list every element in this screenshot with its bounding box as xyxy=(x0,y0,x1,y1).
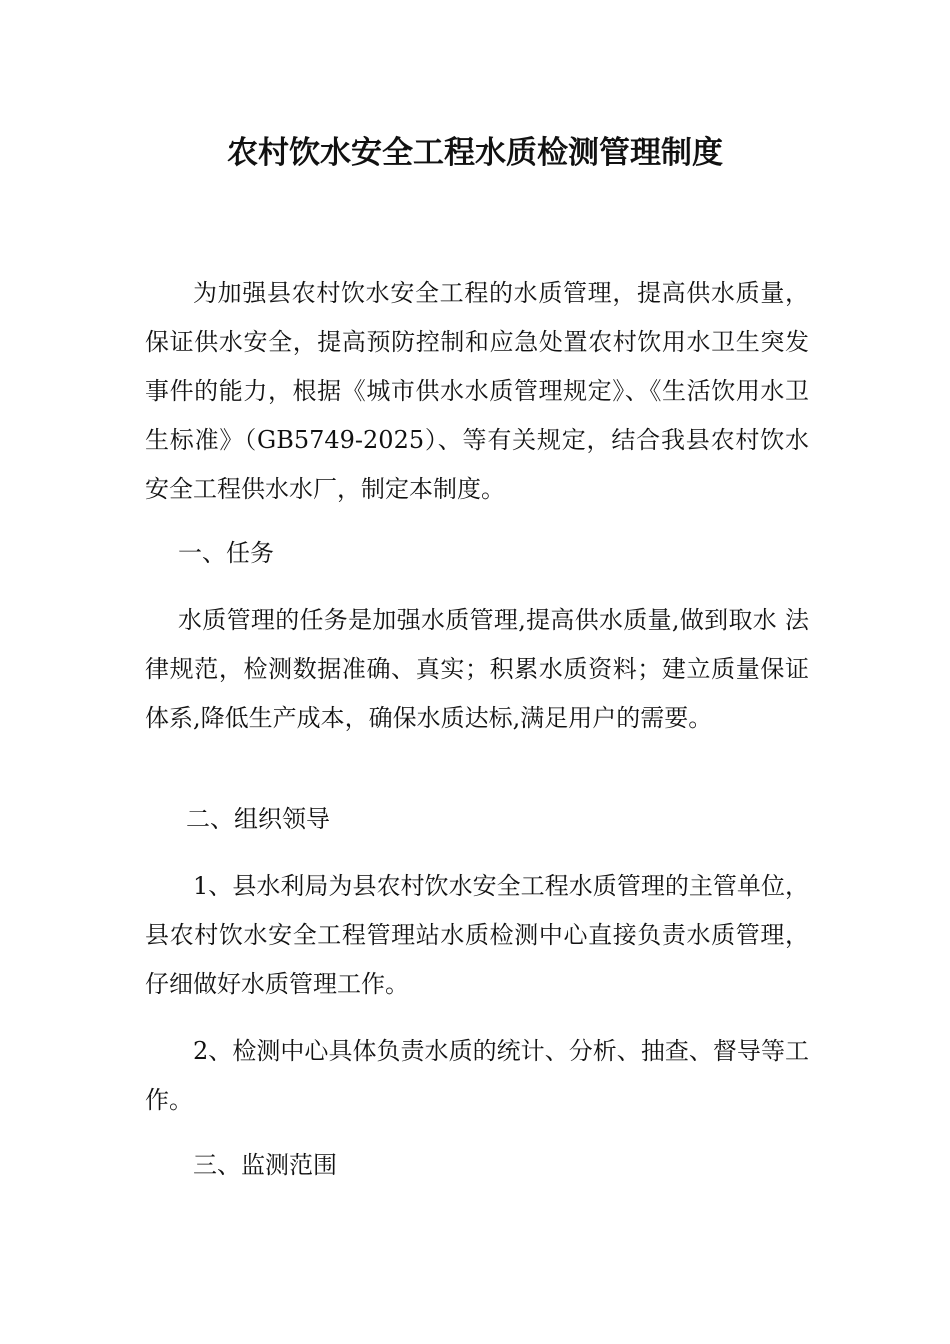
section-1-body: 水质管理的任务是加强水质管理,提高供水质量,做到取水 法律规范，检测数据准确、真实；积累水质资料；建立质量保证体系,降低生产成本，确保水质达标,满足用户的需要。 xyxy=(145,606,809,732)
section-2-heading: 二、组织领导 xyxy=(186,805,330,833)
section-2-item-1: 1、县水利局为县农村饮水安全工程水质管理的主管单位，县农村饮水安全工程管理站水质检测中心直接负责水质管理，仔细做好水质管理工作。 xyxy=(145,872,809,998)
section-2-item-2: 2、检测中心具体负责水质的统计、分析、抽查、督导等工作。 xyxy=(145,1037,809,1114)
document-title: 农村饮水安全工程水质检测管理制度 xyxy=(227,135,723,171)
intro-paragraph: 为加强县农村饮水安全工程的水质管理，提高供水质量，保证供水安全，提高预防控制和应急处置农村饮用水卫生突发事件的能力，根据《城市供水水质管理规定》、《生活饮用水卫生标准》（GB5749-2025）、等有关规定，结合我县农村饮水安全工程供水水厂，制定本制度。 xyxy=(145,279,809,503)
section-1-heading: 一、任务 xyxy=(178,539,274,567)
section-3-heading: 三、监测范围 xyxy=(193,1151,337,1179)
